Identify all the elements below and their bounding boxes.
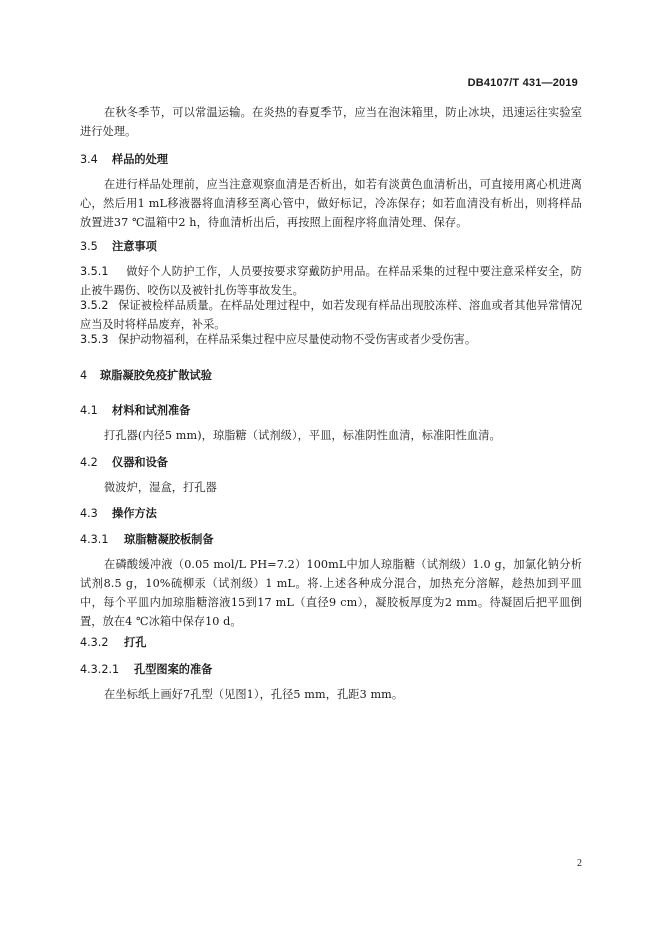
paragraph-text: 在磷酸缓冲液（0.05 mol/L PH=7.2）100mL中加人琼脂糖（试剂级）1.0 g，加氯化钠分析试剂8.5 g，10%硫柳汞（试剂级）1 mL。将.上述各种成分混合，加热充分溶解，趁热加到平皿中，每个平皿内加琼脂糖溶液15到17 mL（直径9 cm），凝胶板厚度为2 mm。待凝固后把平皿倒置，放在4 ℃冰箱中保存10 d。 <box>80 558 582 628</box>
heading-3-4 <box>80 150 582 169</box>
heading-4-2 <box>80 453 582 472</box>
heading-number: 4.2 <box>80 456 98 469</box>
heading-title: 样品的处理 <box>112 153 168 166</box>
heading-title: 材料和试剂准备 <box>112 404 191 417</box>
paragraph-sample-processing <box>80 175 582 232</box>
heading-title: 操作方法 <box>112 507 157 520</box>
heading-number: 3.4 <box>80 153 98 166</box>
item-text: 保护动物福利，在样品采集过程中应尽量使动物不受伤害或者少受伤害。 <box>118 333 477 346</box>
heading-number: 4.3.1 <box>80 533 109 546</box>
heading-4-3-2 <box>80 633 582 652</box>
heading-4 <box>80 366 582 385</box>
paragraph-hole-pattern <box>80 685 582 704</box>
paragraph-text: 打孔器(内径5 mm)，琼脂糖（试剂级），平皿，标准阴性血清，标准阳性血清。 <box>104 429 501 442</box>
heading-title: 仪器和设备 <box>112 456 168 469</box>
paragraph-transport <box>80 103 582 141</box>
heading-number: 4.3.2.1 <box>80 663 120 676</box>
heading-number: 4 <box>80 369 88 382</box>
heading-title: 琼脂糖凝胶板制备 <box>124 533 214 546</box>
item-number: 3.5.3 <box>80 333 109 346</box>
heading-title: 打孔 <box>124 636 147 649</box>
heading-title: 琼脂凝胶免疫扩散试验 <box>100 369 212 382</box>
heading-title: 注意事项 <box>112 240 157 253</box>
heading-4-3 <box>80 504 582 523</box>
item-number: 3.5.2 <box>80 299 109 312</box>
paragraph-agarose-plate <box>80 555 582 631</box>
heading-4-1 <box>80 401 582 420</box>
paragraph-equipment <box>80 478 582 497</box>
item-text: 保证被检样品质量。在样品处理过程中，如若发现有样品出现胶冻样、溶血或者其他异常情况应当及时将样品废弃，补采。 <box>80 299 582 331</box>
heading-4-3-1 <box>80 530 582 549</box>
paragraph-text: 在坐标纸上画好7孔型（见图1），孔径5 mm，孔距3 mm。 <box>104 688 404 701</box>
paragraph-text: 在进行样品处理前，应当注意观察血清是否析出，如若有淡黄色血清析出，可直接用离心机进离心，然后用1 mL移液器将血清移至离心管中，做好标记，冷冻保存；如若血清没有析出，则将样品放置进37 ℃温箱中2 h，待血清析出后，再按照上面程序将血清处理、保存。 <box>80 178 582 229</box>
item-number: 3.5.1 <box>80 265 109 278</box>
heading-number: 4.3.2 <box>80 636 109 649</box>
item-text: 做好个人防护工作，人员要按要求穿戴防护用品。在样品采集的过程中要注意采样安全，防止被牛踢伤、咬伤以及被针扎伤等事故发生。 <box>80 265 582 297</box>
page-number: 2 <box>577 858 582 869</box>
paragraph-text: 在秋冬季节，可以常温运输。在炎热的春夏季节，应当在泡沫箱里，防止冰块，迅速运往实验室进行处理。 <box>80 106 582 138</box>
heading-title: 孔型图案的准备 <box>134 663 213 676</box>
item-3-5-3 <box>80 330 582 349</box>
item-3-5-2 <box>80 296 582 334</box>
heading-number: 4.1 <box>80 404 98 417</box>
heading-4-3-2-1 <box>80 660 582 679</box>
paragraph-materials <box>80 426 582 445</box>
heading-number: 4.3 <box>80 507 98 520</box>
standard-code: DB4107/T 431—2019 <box>467 77 578 89</box>
item-3-5-1 <box>80 262 582 300</box>
paragraph-text: 微波炉，湿盒，打孔器 <box>104 481 217 494</box>
heading-number: 3.5 <box>80 240 98 253</box>
heading-3-5 <box>80 237 582 256</box>
